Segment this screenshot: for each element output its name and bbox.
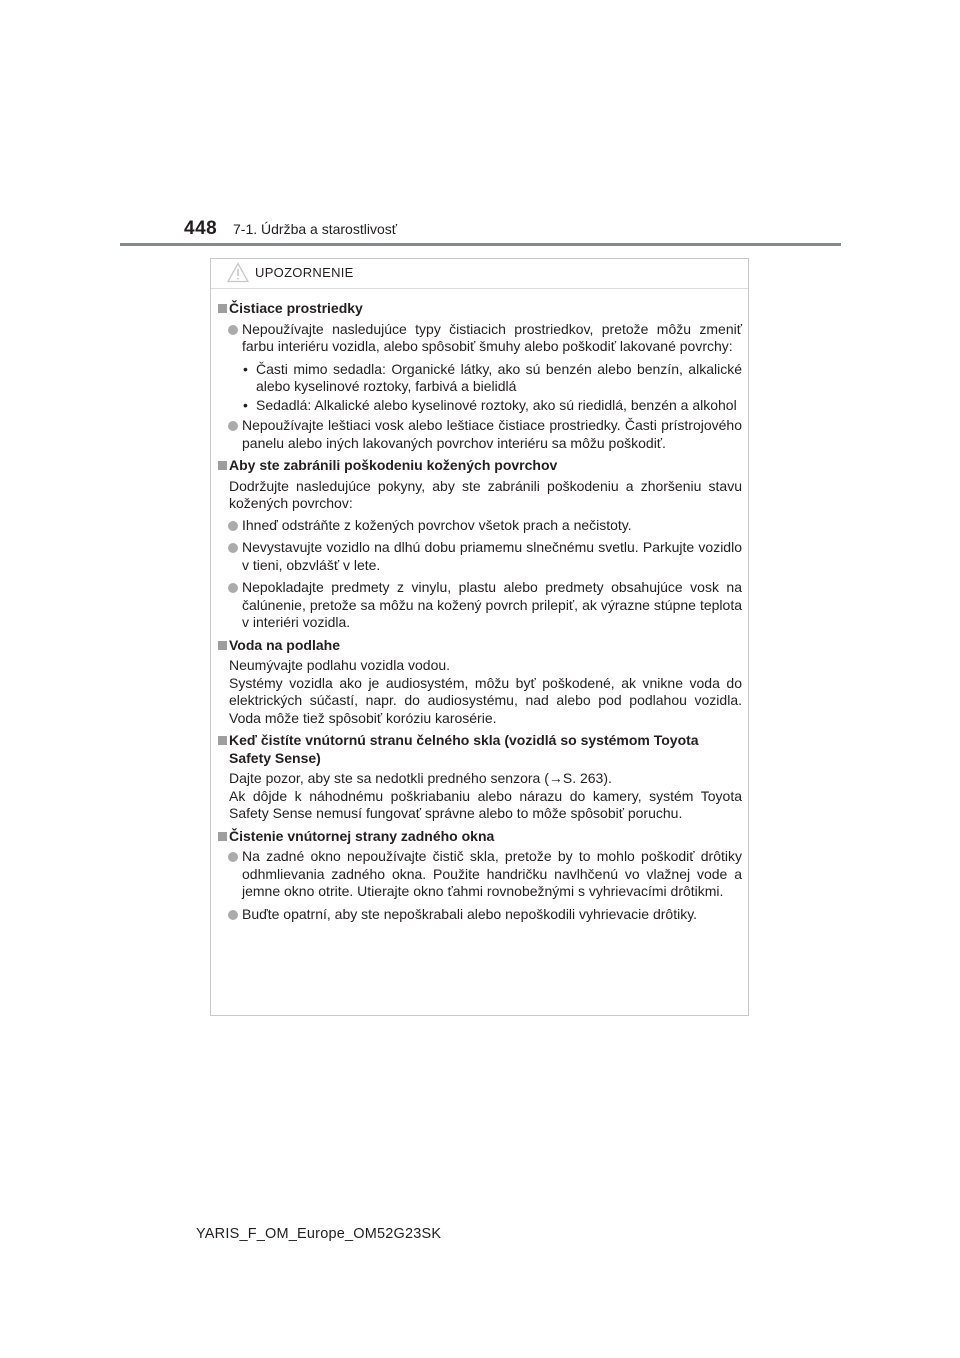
section-floor-water xyxy=(218,637,742,728)
page-header xyxy=(0,0,960,248)
warning-box xyxy=(210,258,749,1016)
section-heading xyxy=(218,637,742,655)
section-heading xyxy=(218,457,742,475)
section-heading xyxy=(218,828,742,846)
list-item-text: Nepoužívajte leštiaci vosk alebo leštiace čistiace prostriedky. Časti prístrojového panelu alebo iných lakovaných povrchov interiéru sa môžu poškodiť. xyxy=(242,417,742,451)
list-item-text: Na zadné okno nepoužívajte čistič skla, pretože by to mohlo poškodiť drôtiky odhmlievania zadného okna. Použite handričku navlhčenú vo vlažnej vode a jemne okno otrite. Utierajte okno ťahmi rovnobežnými s vyhrievacími drôtikmi. xyxy=(242,848,742,899)
list-item xyxy=(218,579,742,632)
list-item xyxy=(218,517,742,535)
list-item-text: Buďte opatrní, aby ste nepoškrabali alebo nepoškodili vyhrievacie drôtiky. xyxy=(242,905,698,922)
list-item xyxy=(218,848,742,901)
list-item-text: Ihneď odstráňte z kožených povrchov všetok prach a nečistoty. xyxy=(242,516,632,533)
section-leather xyxy=(218,457,742,632)
section-windshield xyxy=(218,732,742,823)
circle-bullet-icon xyxy=(228,583,238,593)
footer-doc-code: YARIS_F_OM_Europe_OM52G23SK xyxy=(196,1226,442,1242)
square-bullet-icon xyxy=(218,461,227,470)
section-heading-text: Čistiace prostriedky xyxy=(229,300,363,316)
paragraph: Neumývajte podlahu vozidla vodou. xyxy=(229,657,451,673)
square-bullet-icon xyxy=(218,832,227,841)
dot-bullet-icon: • xyxy=(243,396,248,413)
section-heading-text: Aby ste zabránili poškodeniu kožených povrchov xyxy=(229,457,558,473)
warning-header xyxy=(211,259,748,289)
header-divider xyxy=(120,243,841,246)
circle-bullet-icon xyxy=(228,543,238,553)
sub-list-item xyxy=(218,397,742,415)
circle-bullet-icon xyxy=(228,421,238,431)
section-cleaners xyxy=(218,300,742,452)
section-heading-text: Čistenie vnútornej strany zadného okna xyxy=(229,827,495,844)
list-item-text: Nepokladajte predmety z vinylu, plastu alebo predmety obsahujúce vosk na čalúnenie, pretože sa môžu na kožený povrch prilepiť, ak výrazne stúpne teplota v interiéri vozidla. xyxy=(242,579,742,630)
circle-bullet-icon xyxy=(228,852,238,862)
sub-list-item-text: Časti mimo sedadla: Organické látky, ako sú benzén alebo benzín, alkalické alebo kyselinové roztoky, farbivá a bielidlá xyxy=(256,360,742,394)
sub-list-item xyxy=(218,361,742,396)
warning-body xyxy=(211,289,748,923)
list-item xyxy=(218,539,742,574)
dot-bullet-icon: • xyxy=(243,360,248,377)
section-rear-window xyxy=(218,828,742,924)
circle-bullet-icon xyxy=(228,910,238,920)
section-heading-text: Voda na podlahe xyxy=(229,636,340,653)
section-title: 7-1. Údržba a starostlivosť xyxy=(233,221,397,237)
circle-bullet-icon xyxy=(228,325,238,335)
section-heading-text: Keď čistíte vnútornú stranu čelného skla (vozidlá so systémom Toyota Safety Sense) xyxy=(229,732,699,766)
list-item-text: Nevystavujte vozidlo na dlhú dobu priamemu slnečnému svetlu. Parkujte vozidlo v tieni, obzvlášť v lete. xyxy=(242,539,742,573)
square-bullet-icon xyxy=(218,736,227,745)
list-item xyxy=(218,321,742,356)
paragraph: Systémy vozidla ako je audiosystém, môžu byť poškodené, ak vnikne voda do elektrických súčastí, napr. do audiosystému, nad alebo pod podlahou vozidla. Voda môže tiež spôsobiť koróziu karosérie. xyxy=(229,674,742,726)
paragraph: Dodržujte nasledujúce pokyny, aby ste zabránili poškodeniu a zhoršeniu stavu kožených povrchov: xyxy=(229,477,742,511)
section-heading xyxy=(218,732,742,767)
paragraph: Ak dôjde k náhodnému poškriabaniu alebo nárazu do kamery, systém Toyota Safety Sense nemusí fungovať správne alebo to môže spôsobiť poruchu. xyxy=(229,787,742,821)
list-item xyxy=(218,417,742,452)
warning-triangle-icon xyxy=(227,262,249,283)
list-item-text: Nepoužívajte nasledujúce typy čistiacich prostriedkov, pretože môžu zmeniť farbu interiéru vozidla, alebo spôsobiť šmuhy alebo poškodiť lakované povrchy: xyxy=(242,320,742,354)
square-bullet-icon xyxy=(218,304,227,313)
circle-bullet-icon xyxy=(228,521,238,531)
page-number: 448 xyxy=(184,218,218,239)
section-heading xyxy=(218,300,742,318)
sub-list-item-text: Sedadlá: Alkalické alebo kyselinové roztoky, ako sú riedidlá, benzén a alkohol xyxy=(256,396,737,413)
warning-label: UPOZORNENIE xyxy=(255,265,354,280)
paragraph: Dajte pozor, aby ste sa nedotkli predného senzora (→S. 263). xyxy=(229,770,612,786)
list-item xyxy=(218,906,742,924)
square-bullet-icon xyxy=(218,641,227,650)
